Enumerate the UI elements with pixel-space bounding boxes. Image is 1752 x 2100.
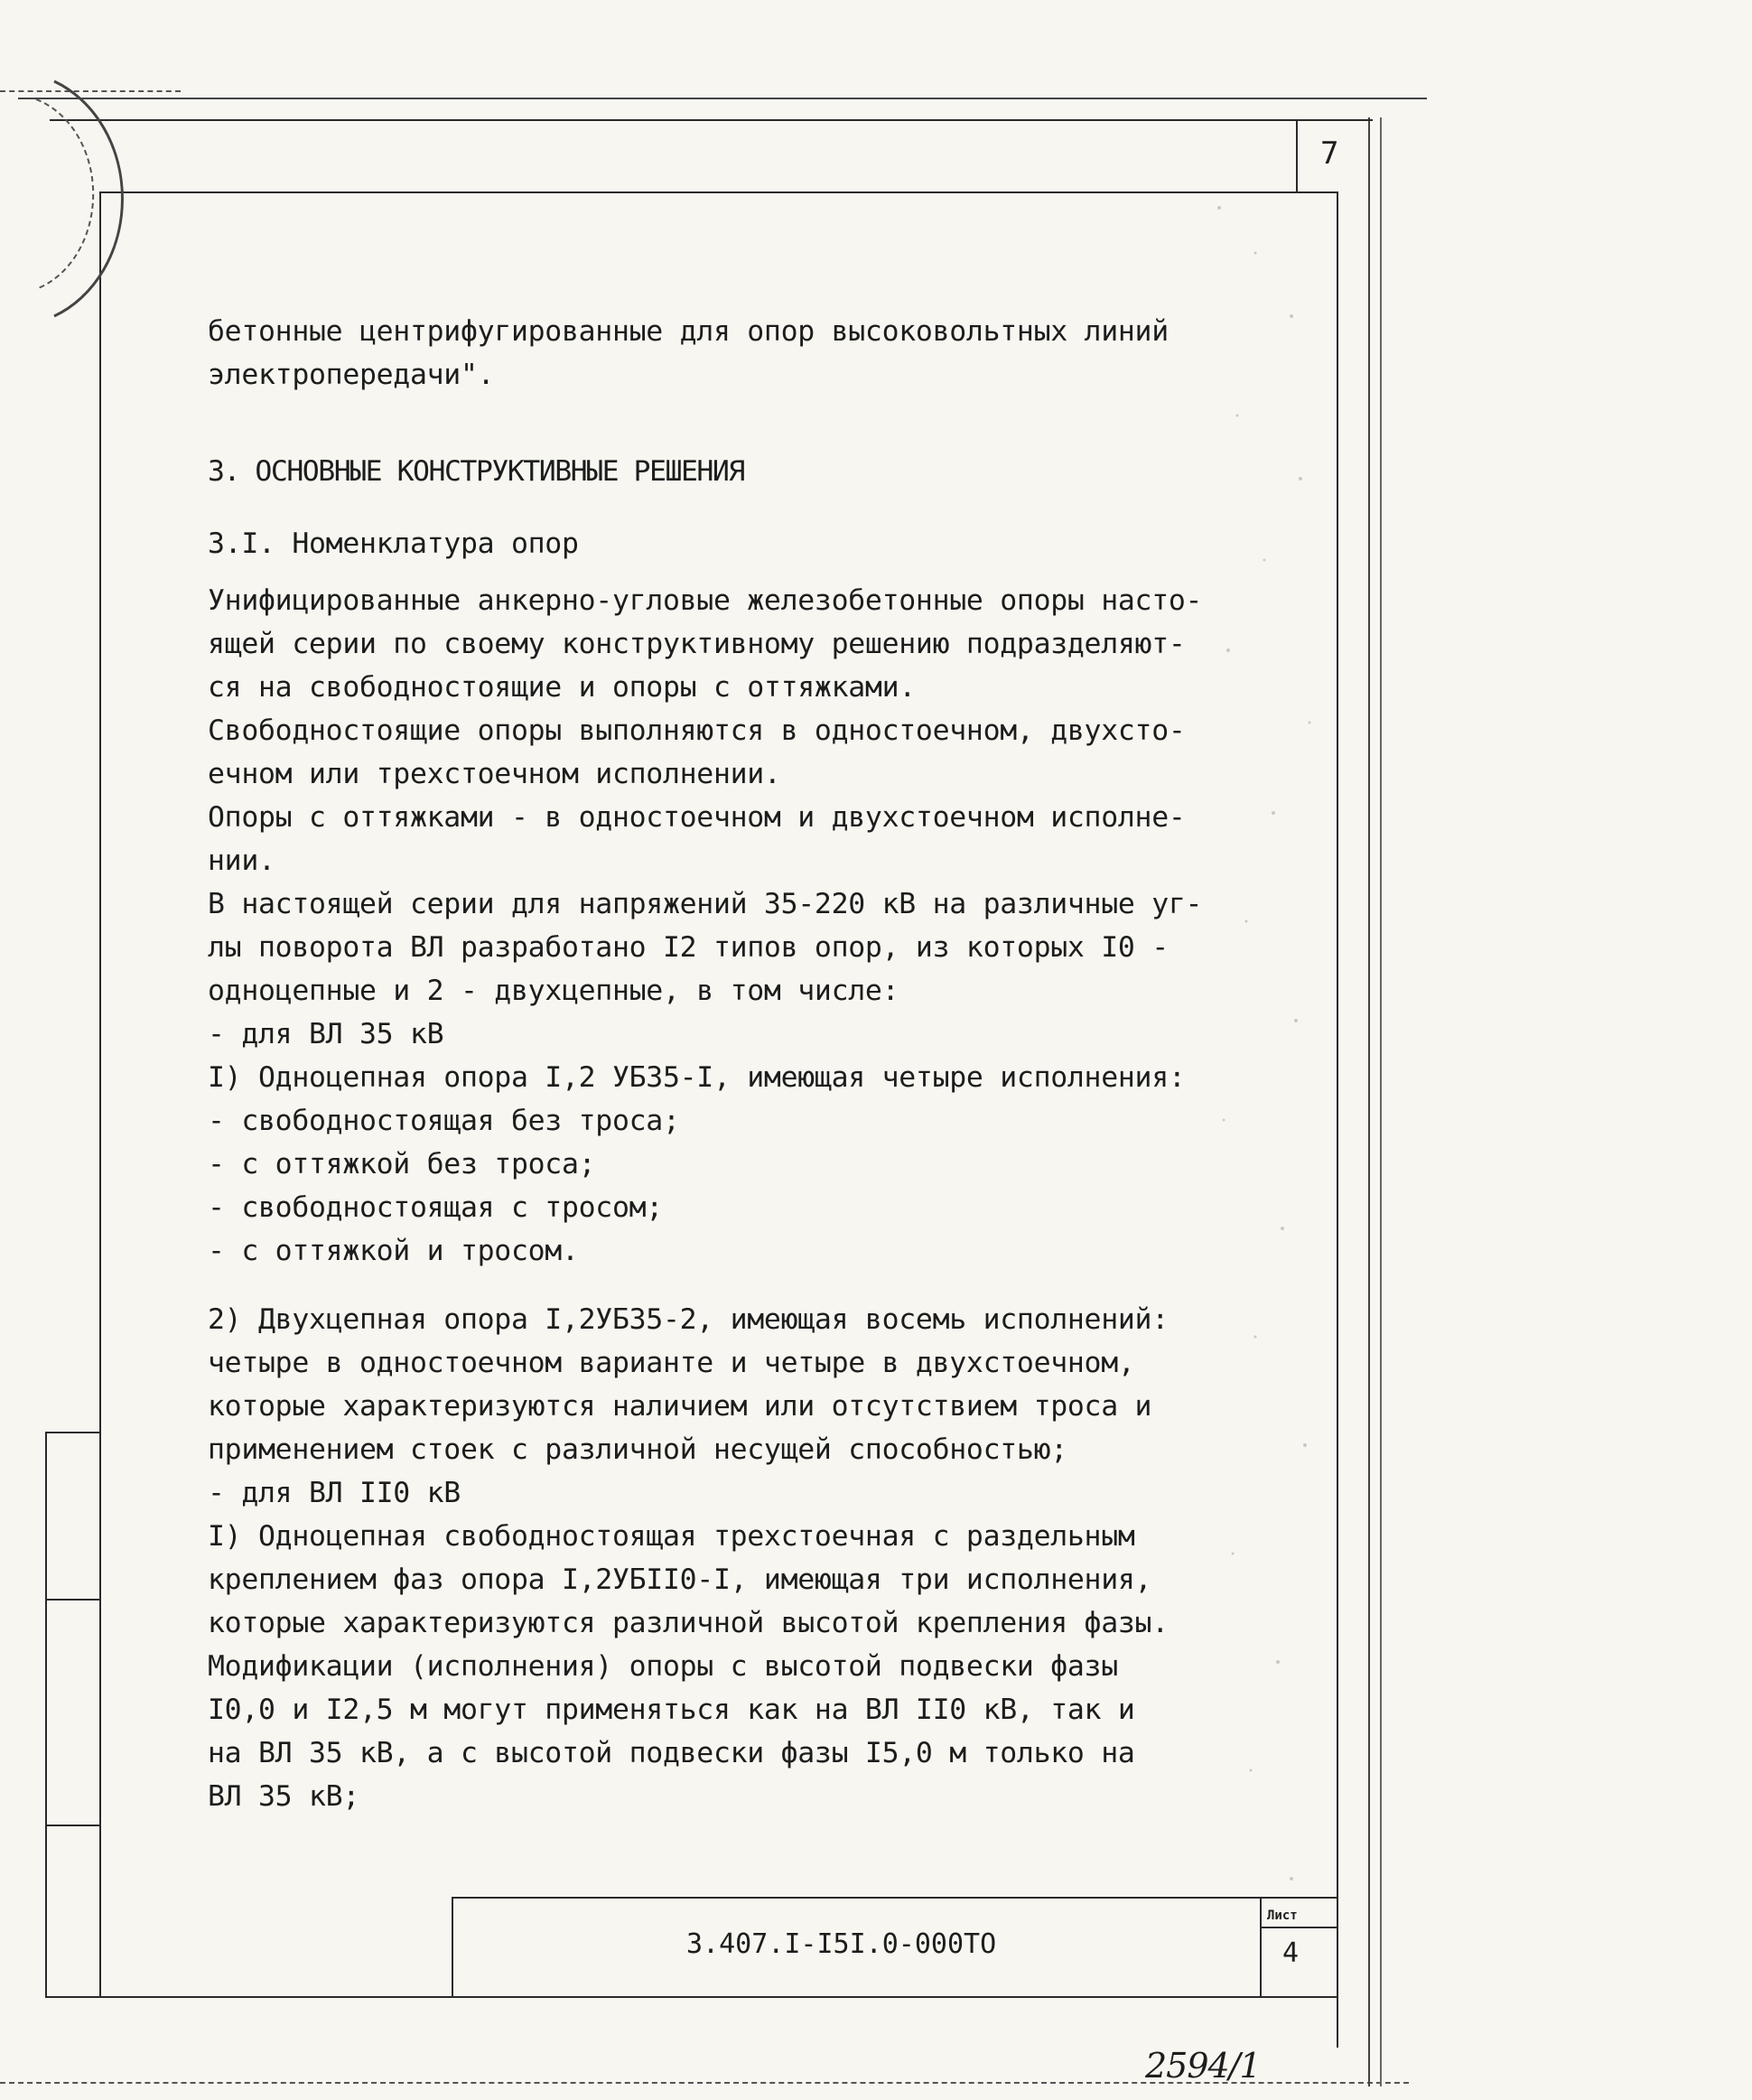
body-line: которые характеризуются наличием или отсутствием троса и [208, 1390, 1152, 1423]
body-line: на ВЛ 35 кВ, а с высотой подвески фазы I5,0 м только на [208, 1737, 1135, 1769]
body-line: ВЛ 35 кВ; [208, 1780, 359, 1813]
body-line: - с оттяжкой и тросом. [208, 1235, 579, 1267]
body-line: Свободностоящие опоры выполняются в одностоечном, двухсто- [208, 714, 1186, 747]
document-code: 3.407.I-I5I.0-000ТО [686, 1928, 997, 1960]
body-line: применением стоек с различной несущей способностью; [208, 1433, 1067, 1466]
body-line: I) Одноцепная свободностоящая трехстоечная с раздельным [208, 1520, 1135, 1553]
body-line: креплением фаз опора I,2УБII0-I, имеющая три исполнения, [208, 1563, 1152, 1596]
page-number: 7 [1320, 135, 1339, 172]
body-line: I) Одноцепная опора I,2 УБ35-I, имеющая четыре исполнения: [208, 1061, 1186, 1094]
right-outer-edge [1368, 117, 1370, 2086]
body-line: I0,0 и I2,5 м могут применяться как на ВЛ II0 кВ, так и [208, 1694, 1135, 1726]
body-line: В настоящей серии для напряжений 35-220 кВ на различные уг- [208, 888, 1203, 920]
frame-right [1337, 191, 1338, 2048]
top-scan-edge [18, 98, 1427, 99]
sheet-label: Лист [1267, 1909, 1298, 1923]
title-block-left [452, 1897, 453, 1998]
frame-bottom [45, 1996, 1338, 1998]
body-line: Унифицированные анкерно-угловые железобетонные опоры насто- [208, 584, 1203, 617]
body-line: Модификации (исполнения) опоры с высотой подвески фазы [208, 1650, 1118, 1683]
body-line: Опоры с оттяжками - в одностоечном и двухстоечном исполне- [208, 801, 1186, 834]
sheet-number: 4 [1282, 1937, 1300, 1969]
body-line: одноцепные и 2 - двухцепные, в том числе: [208, 975, 899, 1007]
right-outer-edge-2 [1380, 117, 1382, 2086]
binding-line [45, 1432, 47, 1998]
body-line: ся на свободностоящие и опоры с оттяжками. [208, 671, 916, 704]
body-line: - свободностоящая с тросом; [208, 1191, 663, 1224]
binding-mark-3 [45, 1825, 99, 1826]
subsection-heading: 3.I. Номенклатура опор [208, 527, 579, 560]
header-rule [50, 119, 1373, 121]
body-line: - для ВЛ II0 кВ [208, 1477, 461, 1509]
binding-mark-1 [45, 1432, 99, 1433]
body-line: - свободностоящая без троса; [208, 1105, 680, 1137]
section-heading: 3. ОСНОВНЫЕ КОНСТРУКТИВНЫЕ РЕШЕНИЯ [208, 455, 744, 488]
body-line: - с оттяжкой без троса; [208, 1148, 596, 1181]
body-line: четыре в одностоечном варианте и четыре в двухстоечном, [208, 1347, 1135, 1379]
frame-top [99, 191, 1338, 193]
body-line: ящей серии по своему конструктивному решению подразделяют- [208, 628, 1186, 660]
body-line: - для ВЛ 35 кВ [208, 1018, 444, 1050]
body-line: 2) Двухцепная опора I,2УБ35-2, имеющая восемь исполнений: [208, 1303, 1169, 1336]
body-line: ечном или трехстоечном исполнении. [208, 758, 781, 790]
body-line: которые характеризуются различной высотой крепления фазы. [208, 1607, 1169, 1639]
stamp-mark [0, 63, 163, 334]
body-line: лы поворота ВЛ разработано I2 типов опор, из которых I0 - [208, 931, 1169, 964]
body-line: нии. [208, 845, 275, 877]
binding-mark-2 [45, 1599, 99, 1601]
handwritten-note: 2594/1 [1145, 2046, 1261, 2086]
body-line: бетонные центрифугированные для опор высоковольтных линий [208, 315, 1169, 348]
frame-left [99, 191, 101, 1998]
scan-noise [1201, 181, 1328, 1942]
body-line: электропередачи". [208, 359, 495, 391]
